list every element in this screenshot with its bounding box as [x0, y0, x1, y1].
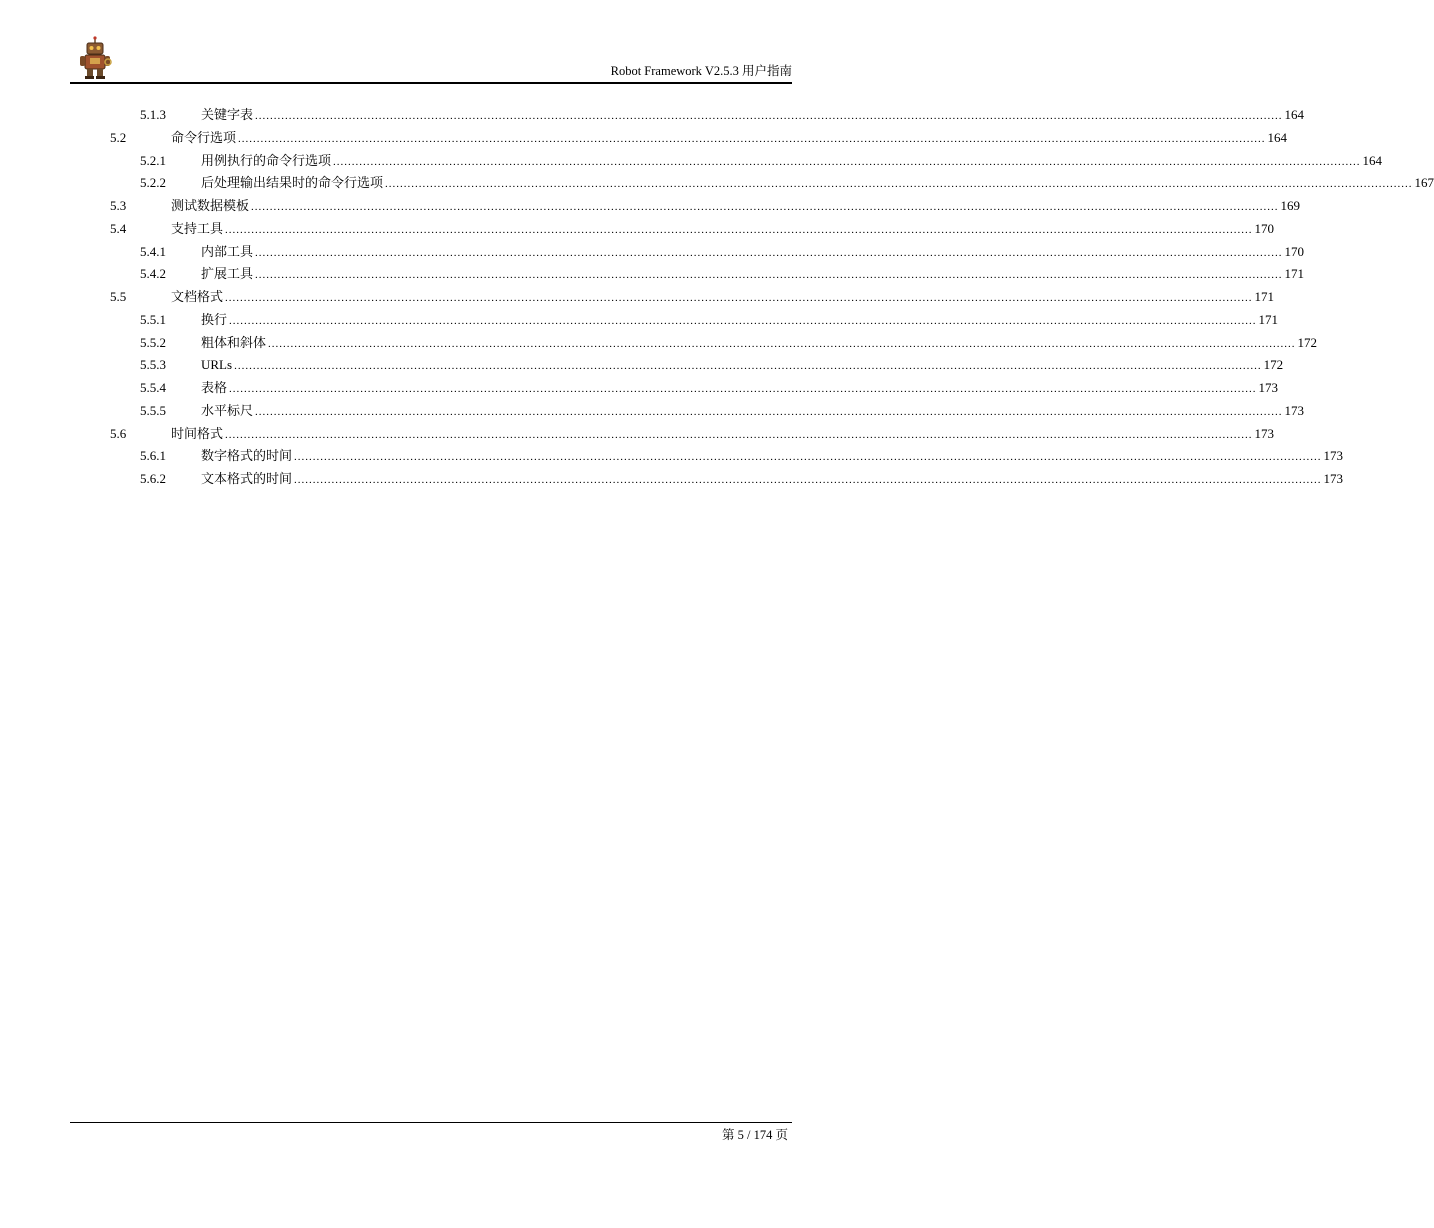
toc-entry-line	[201, 242, 1305, 263]
toc-entry-page: 171	[1258, 311, 1279, 327]
toc-entry-line	[201, 469, 1344, 490]
toc-entry-title[interactable]: 后处理输出结果时的命令行选项	[201, 175, 384, 191]
toc-entry-number: 5.1.3	[140, 107, 166, 122]
toc-entry[interactable]	[0, 242, 1305, 262]
toc-entry-title[interactable]: 关键字表	[201, 107, 254, 122]
toc-entry-line	[201, 355, 1284, 376]
toc-entry-line	[201, 105, 1305, 126]
toc-entry-page: 170	[1254, 220, 1275, 236]
toc-leader-dots: ..................................................................................................................................................................................................................................................................................	[225, 223, 1253, 236]
toc-leader-dots: ..................................................................................................................................................................................................................................................................................	[268, 337, 1296, 350]
toc-entry[interactable]	[0, 424, 1275, 444]
toc-entry-page: 164	[1362, 152, 1383, 168]
toc-entry[interactable]	[0, 287, 1275, 307]
toc-entry[interactable]	[0, 105, 1305, 125]
toc-entry-line	[201, 378, 1279, 399]
toc-entry-number: 5.2.1	[140, 152, 166, 168]
toc-entry[interactable]	[0, 264, 1305, 284]
toc-leader-dots: ..................................................................................................................................................................................................................................................................................	[225, 292, 1253, 304]
toc-entry-title[interactable]: 数字格式的时间	[201, 448, 293, 464]
toc-entry-title[interactable]: 内部工具	[201, 243, 254, 259]
toc-entry-title[interactable]: 用例执行的命令行选项	[201, 152, 332, 168]
toc-entry-number: 5.2	[110, 129, 127, 145]
toc-entry[interactable]	[0, 219, 1275, 239]
toc-entry-line	[171, 287, 1275, 308]
toc-entry-number: 5.4.1	[140, 243, 166, 259]
toc-entry[interactable]	[0, 378, 1279, 398]
toc-entry[interactable]	[0, 173, 1434, 193]
toc-leader-dots: ..................................................................................................................................................................................................................................................................................	[255, 246, 1283, 259]
toc-entry-page: 169	[1280, 198, 1301, 213]
toc-entry[interactable]	[0, 469, 1344, 489]
toc-entry-page: 170	[1284, 243, 1305, 259]
toc-entry-page: 171	[1254, 289, 1275, 304]
toc-entry-page: 172	[1297, 334, 1318, 350]
toc-entry-number: 5.5	[110, 289, 127, 304]
toc-leader-dots: ..................................................................................................................................................................................................................................................................................	[255, 269, 1283, 282]
toc-leader-dots: ..................................................................................................................................................................................................................................................................................	[225, 428, 1253, 441]
toc-entry-page: 172	[1263, 357, 1284, 373]
toc-entry-line	[201, 173, 1434, 194]
toc-entry-title[interactable]: 扩展工具	[201, 266, 254, 282]
toc-entry-page: 164	[1284, 107, 1305, 122]
toc-entry[interactable]	[0, 401, 1305, 421]
robot-logo-icon	[78, 36, 112, 80]
toc-entry[interactable]	[0, 196, 1301, 216]
toc-entry-line	[171, 424, 1275, 445]
toc-entry-number: 5.3	[110, 198, 127, 213]
toc-entry-title[interactable]: 测试数据模板	[171, 198, 250, 213]
toc-leader-dots: ..................................................................................................................................................................................................................................................................................	[255, 405, 1283, 418]
toc-entry[interactable]	[0, 310, 1279, 330]
page-number: 第 5 / 174 页	[722, 1128, 788, 1142]
toc-entry-line	[201, 401, 1305, 422]
toc-entry-title[interactable]: 粗体和斜体	[201, 334, 267, 350]
toc-entry-title[interactable]: 表格	[201, 380, 228, 395]
toc-entry-number: 5.4	[110, 220, 127, 236]
toc-entry-line	[171, 219, 1275, 240]
toc-leader-dots: ..................................................................................................................................................................................................................................................................................	[229, 314, 1257, 327]
toc-entry-title[interactable]: 命令行选项	[171, 129, 237, 145]
toc-leader-dots: ..................................................................................................................................................................................................................................................................................	[294, 474, 1322, 486]
document-title: Robot Framework V2.5.3 用户指南	[610, 64, 792, 78]
toc-entry-title[interactable]: 文档格式	[171, 289, 224, 304]
toc-entry-line	[201, 310, 1279, 331]
page-header	[70, 30, 792, 84]
toc-entry-number: 5.5.4	[140, 380, 166, 395]
toc-entry[interactable]	[0, 151, 1383, 171]
toc-entry-number: 5.2.2	[140, 175, 166, 191]
footer-divider	[70, 1122, 792, 1123]
toc-entry[interactable]	[0, 355, 1284, 375]
toc-entry-line	[171, 196, 1301, 217]
toc-entry-number: 5.5.3	[140, 357, 166, 373]
toc-entry-page: 173	[1284, 402, 1305, 418]
toc-leader-dots: ..................................................................................................................................................................................................................................................................................	[234, 360, 1262, 373]
toc-entry-page: 173	[1258, 380, 1279, 395]
toc-entry-page: 171	[1284, 266, 1305, 282]
toc-entry-title[interactable]: 支持工具	[171, 220, 224, 236]
toc-entry-page: 164	[1267, 129, 1288, 145]
toc-entry-title[interactable]: 时间格式	[171, 425, 224, 441]
toc-entry-number: 5.6.1	[140, 448, 166, 464]
toc-entry-number: 5.5.5	[140, 402, 166, 418]
toc-entry-number: 5.6.2	[140, 471, 166, 486]
toc-leader-dots: ..................................................................................................................................................................................................................................................................................	[229, 383, 1257, 395]
toc-leader-dots: ..................................................................................................................................................................................................................................................................................	[238, 132, 1266, 145]
toc-entry-title[interactable]: 文本格式的时间	[201, 471, 293, 486]
toc-leader-dots: ..................................................................................................................................................................................................................................................................................	[251, 201, 1279, 213]
toc-entry-page: 167	[1414, 175, 1434, 191]
toc-leader-dots: ..................................................................................................................................................................................................................................................................................	[255, 110, 1283, 122]
toc-entry-number: 5.5.1	[140, 311, 166, 327]
toc-entry-line	[171, 128, 1288, 149]
toc-entry-page: 173	[1323, 471, 1344, 486]
toc-leader-dots: ..................................................................................................................................................................................................................................................................................	[294, 451, 1322, 464]
toc-entry[interactable]	[0, 128, 1288, 148]
toc-entry-title[interactable]: URLs	[201, 357, 233, 373]
toc-entry-number: 5.4.2	[140, 266, 166, 282]
toc-entry[interactable]	[0, 333, 1318, 353]
toc-leader-dots: ..................................................................................................................................................................................................................................................................................	[385, 178, 1413, 191]
toc-entry-title[interactable]: 水平标尺	[201, 402, 254, 418]
toc-entry-line	[201, 333, 1318, 354]
toc-entry-page: 173	[1323, 448, 1344, 464]
toc-entry-line	[201, 264, 1305, 285]
toc-entry-line	[201, 446, 1344, 467]
toc-entry-number: 5.5.2	[140, 334, 166, 350]
toc-entry-page: 173	[1254, 425, 1275, 441]
toc-leader-dots: ..................................................................................................................................................................................................................................................................................	[333, 155, 1361, 168]
toc-entry-number: 5.6	[110, 425, 127, 441]
toc-entry[interactable]	[0, 446, 1344, 466]
toc-entry-title[interactable]: 换行	[201, 311, 228, 327]
toc-entry-line	[201, 151, 1383, 172]
